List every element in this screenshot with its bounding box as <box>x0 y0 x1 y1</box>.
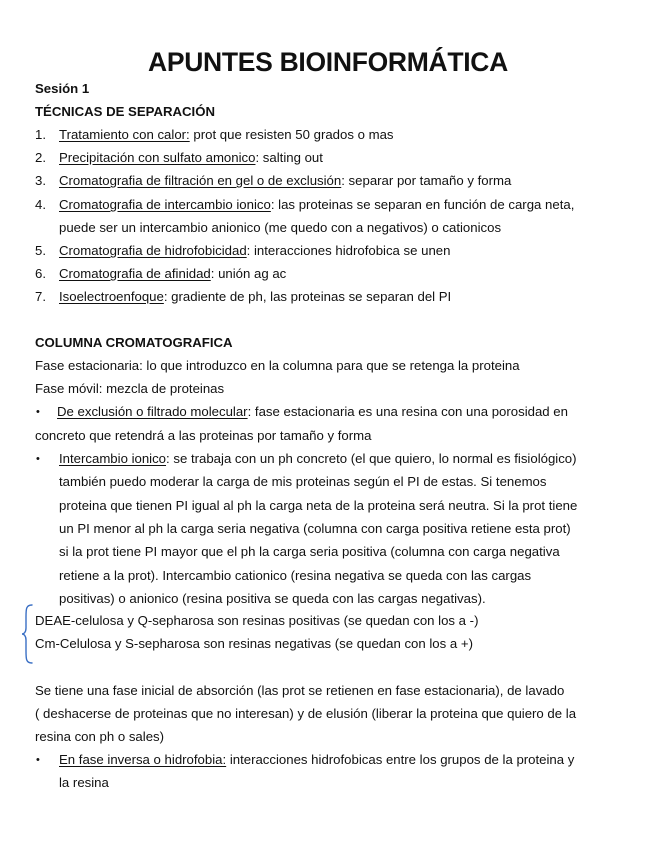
resin-line: Cm-Celulosa y S-sepharosa son resinas negativas (se quedan con los a +) <box>35 636 473 651</box>
bullet-term: En fase inversa o hidrofobia: <box>59 752 227 767</box>
bullet-text: : fase estacionaria es una resina con una porosidad en <box>247 404 568 419</box>
bullet-text-continued: positivas) o anionico (resina positiva se queda con las cargas negativas). <box>59 591 486 606</box>
list-text: : salting out <box>255 150 323 165</box>
bullet-text: interacciones hidrofobicas entre los grupos de la proteina y <box>226 752 575 767</box>
list-text: prot que resisten 50 grados o mas <box>189 127 394 142</box>
curly-brace-icon <box>21 603 33 665</box>
list-number: 1. <box>35 127 46 142</box>
paragraph-line: Fase móvil: mezcla de proteinas <box>35 381 225 396</box>
bullet-icon: • <box>36 453 40 465</box>
section-heading-techniques: TÉCNICAS DE SEPARACIÓN <box>35 104 216 119</box>
bullet-text-continued: concreto que retendrá a las proteinas por tamaño y forma <box>35 428 372 443</box>
section-heading-column: COLUMNA CROMATOGRAFICA <box>35 335 233 350</box>
paragraph-line: resina con ph o sales) <box>35 729 165 744</box>
list-term: Cromatografia de afinidad <box>59 266 211 281</box>
document-title: APUNTES BIOINFORMÁTICA <box>148 47 508 77</box>
resin-line: DEAE-celulosa y Q-sepharosa son resinas positivas (se quedan con los a -) <box>35 613 479 628</box>
list-number: 7. <box>35 289 46 304</box>
list-term: Tratamiento con calor: <box>59 127 190 142</box>
bullet-text-continued: un PI menor al ph la carga seria negativa (columna con carga positiva retiene esta prot) <box>59 521 571 536</box>
bullet-text: : se trabaja con un ph concreto (el que quiero, lo normal es fisiológico) <box>166 451 577 466</box>
paragraph-line: Fase estacionaria: lo que introduzco en la columna para que se retenga la proteina <box>35 358 520 373</box>
bullet-text-continued: si la prot tiene PI mayor que el ph la carga seria positiva (columna con carga negativa <box>59 544 560 559</box>
bullet-term: Intercambio ionico <box>59 451 167 466</box>
list-term: Precipitación con sulfato amonico <box>59 150 256 165</box>
list-number: 5. <box>35 243 46 258</box>
list-number: 4. <box>35 197 46 212</box>
list-term: Isoelectroenfoque <box>59 289 164 304</box>
bullet-text-continued: retiene a la prot). Intercambio cationico (resina negativa se queda con las cargas <box>59 568 532 583</box>
bullet-icon: • <box>36 406 40 418</box>
bullet-text-continued: proteina que tienen PI igual al ph la carga neta de la proteina será neutra. Si la prot tiene <box>59 498 578 513</box>
list-term: Cromatografia de hidrofobicidad <box>59 243 247 258</box>
list-text: : unión ag ac <box>210 266 287 281</box>
list-number: 2. <box>35 150 46 165</box>
bullet-icon: • <box>36 754 40 766</box>
list-number: 6. <box>35 266 46 281</box>
bullet-term: De exclusión o filtrado molecular <box>57 404 248 419</box>
list-text-continued: puede ser un intercambio anionico (me quedo con a negativos) o cationicos <box>59 220 502 235</box>
list-text: : separar por tamaño y forma <box>341 173 512 188</box>
session-label: Sesión 1 <box>35 81 90 96</box>
list-term: Cromatografia de filtración en gel o de exclusión <box>59 173 342 188</box>
paragraph-line: Se tiene una fase inicial de absorción (las prot se retienen en fase estacionaria), de lavado <box>35 683 565 698</box>
paragraph-line: ( deshacerse de proteinas que no interesan) y de elusión (liberar la proteina que quiero de la <box>35 706 577 721</box>
list-text: : las proteinas se separan en función de carga neta, <box>270 197 575 212</box>
bullet-text-continued: también puedo moderar la carga de mis proteinas según el PI de estas. Si tenemos <box>59 474 547 489</box>
list-text: : interacciones hidrofobica se unen <box>246 243 451 258</box>
list-term: Cromatografia de intercambio ionico <box>59 197 271 212</box>
list-number: 3. <box>35 173 46 188</box>
bullet-text-continued: la resina <box>59 775 109 790</box>
list-text: : gradiente de ph, las proteinas se separan del PI <box>163 289 452 304</box>
